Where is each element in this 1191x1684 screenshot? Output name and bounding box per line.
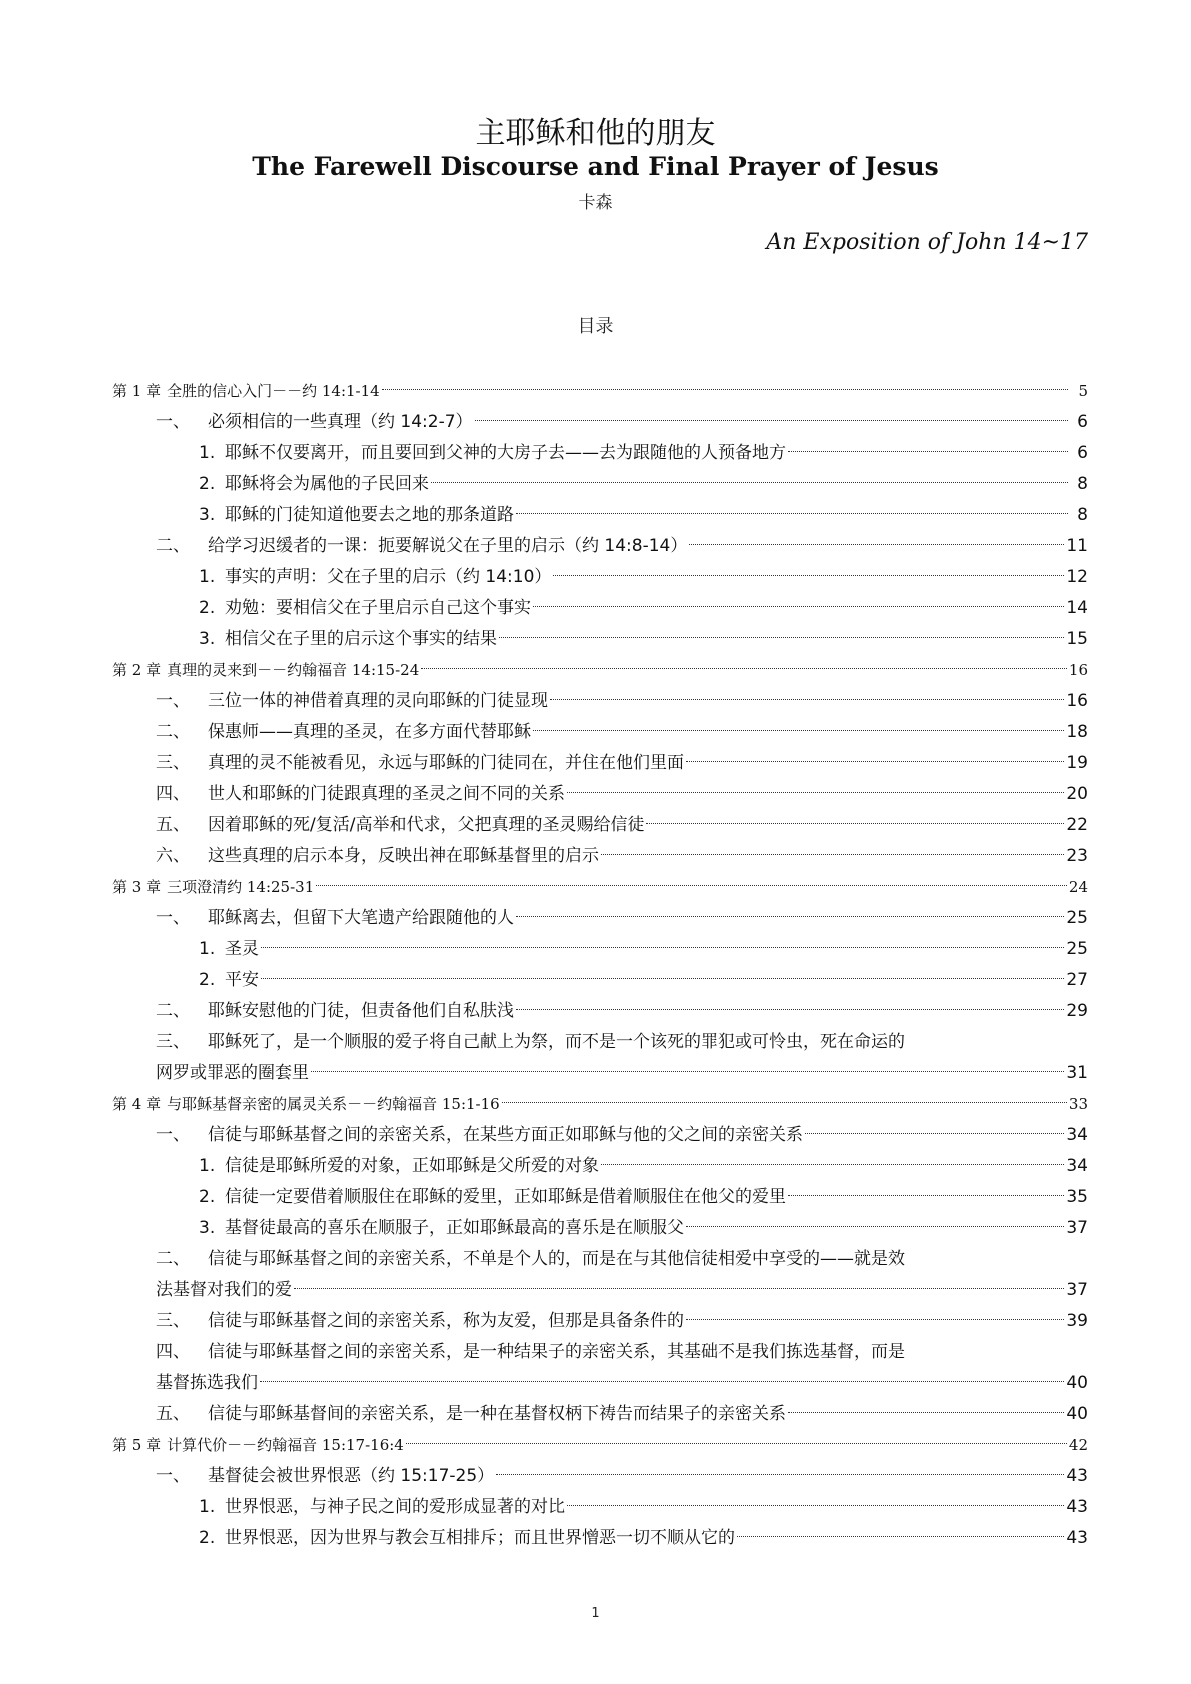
toc-entry-title: 耶稣的门徒知道他要去之地的那条道路	[225, 505, 514, 525]
toc-entry[interactable]	[112, 841, 1088, 872]
toc-entry-number: 第 5 章	[112, 1436, 162, 1454]
toc-dot-leader	[502, 1102, 1067, 1103]
toc-entry[interactable]	[112, 686, 1088, 717]
toc-entry-title: 这些真理的启示本身，反映出神在耶稣基督里的启示	[208, 846, 599, 866]
toc-page-number: 39	[1066, 1311, 1088, 1331]
toc-dot-leader	[475, 420, 1068, 421]
toc-page-number: 18	[1066, 722, 1088, 742]
toc-entry-number: 3.	[199, 1218, 216, 1238]
toc-entry[interactable]	[112, 1492, 1088, 1523]
toc-entry[interactable]	[112, 1244, 1088, 1306]
toc-entry-number: 第 3 章	[112, 878, 162, 896]
toc-chapter-entry[interactable]	[112, 872, 1088, 903]
toc-page-number: 8	[1077, 505, 1088, 525]
toc-entry[interactable]	[112, 1399, 1088, 1430]
toc-entry-title: 耶稣不仅要离开，而且要回到父神的大房子去——去为跟随他的人预备地方	[225, 443, 786, 463]
toc-entry[interactable]	[112, 903, 1088, 934]
toc-page-number: 15	[1066, 629, 1088, 649]
book-title-english: The Farewell Discourse and Final Prayer of Jesus	[252, 152, 939, 181]
toc-page-number: 43	[1066, 1528, 1088, 1548]
toc-page-number: 40	[1066, 1373, 1088, 1393]
toc-entry-title: 计算代价－－约翰福音 15:17-16:4	[167, 1436, 404, 1454]
toc-dot-leader	[646, 823, 1064, 824]
toc-entry-title: 世界恨恶，与神子民之间的爱形成显著的对比	[225, 1497, 565, 1517]
toc-chapter-entry[interactable]	[112, 1430, 1088, 1461]
toc-dot-leader	[788, 1412, 1064, 1413]
toc-dot-leader	[553, 575, 1064, 576]
toc-page-number: 34	[1066, 1156, 1088, 1176]
book-title-chinese: 主耶稣和他的朋友	[475, 116, 716, 151]
toc-page-number: 23	[1066, 846, 1088, 866]
toc-dot-leader	[601, 854, 1064, 855]
toc-entry-title: 信徒与耶稣基督间的亲密关系，是一种在基督权柄下祷告而结果子的亲密关系	[208, 1404, 786, 1424]
toc-entry-title: 信徒与耶稣基督之间的亲密关系，称为友爱，但那是具备条件的	[208, 1311, 684, 1331]
toc-page-number: 43	[1066, 1466, 1088, 1486]
toc-dot-leader	[499, 637, 1064, 638]
toc-dot-leader	[533, 606, 1064, 607]
toc-page-number: 37	[1066, 1218, 1088, 1238]
toc-entry-number: 一、	[156, 691, 190, 711]
toc-entry[interactable]	[112, 531, 1088, 562]
toc-page-number: 12	[1066, 567, 1088, 587]
toc-entry-title: 信徒与耶稣基督之间的亲密关系，是一种结果子的亲密关系，其基础不是我们拣选基督，而是	[208, 1342, 905, 1362]
toc-entry-title: 全胜的信心入门－－约 14:1-14	[167, 382, 380, 400]
toc-page-number: 34	[1066, 1125, 1088, 1145]
toc-entry[interactable]	[112, 748, 1088, 779]
toc-dot-leader	[260, 1381, 1064, 1382]
toc-entry-number: 五、	[156, 815, 190, 835]
toc-entry-number: 第 1 章	[112, 382, 162, 400]
toc-entry-number: 3.	[199, 505, 216, 525]
toc-dot-leader	[788, 451, 1068, 452]
toc-entry-title: 世人和耶稣的门徒跟真理的圣灵之间不同的关系	[208, 784, 565, 804]
toc-entry-title-continued: 网罗或罪恶的圈套里	[156, 1063, 309, 1083]
toc-dot-leader	[421, 668, 1067, 669]
toc-entry-number: 2.	[199, 474, 216, 494]
toc-dot-leader	[431, 482, 1068, 483]
toc-dot-leader	[516, 1009, 1064, 1010]
toc-entry-title: 因着耶稣的死/复活/高举和代求，父把真理的圣灵赐给信徒	[208, 815, 645, 835]
toc-dot-leader	[316, 885, 1067, 886]
toc-dot-leader	[496, 1474, 1064, 1475]
toc-dot-leader	[516, 916, 1064, 917]
toc-dot-leader	[567, 792, 1064, 793]
toc-entry[interactable]	[112, 1213, 1088, 1244]
toc-entry-number: 五、	[156, 1404, 190, 1424]
toc-entry-number: 二、	[156, 1001, 190, 1021]
toc-entry-title-continued: 法基督对我们的爱	[156, 1280, 292, 1300]
toc-chapter-entry[interactable]	[112, 1089, 1088, 1120]
toc-entry-number: 二、	[156, 536, 190, 556]
toc-dot-leader	[737, 1536, 1064, 1537]
toc-entry-title: 耶稣将会为属他的子民回来	[225, 474, 429, 494]
toc-entry-title: 耶稣离去，但留下大笔遗产给跟随他的人	[208, 908, 514, 928]
toc-entry-title: 信徒是耶稣所爱的对象，正如耶稣是父所爱的对象	[225, 1156, 599, 1176]
toc-dot-leader	[382, 389, 1068, 390]
book-subtitle: An Exposition of John 14~17	[766, 230, 1088, 255]
toc-entry[interactable]	[112, 624, 1088, 655]
toc-page-number: 40	[1066, 1404, 1088, 1424]
toc-entry[interactable]	[112, 779, 1088, 810]
toc-dot-leader	[533, 730, 1064, 731]
toc-entry-number: 一、	[156, 412, 190, 432]
toc-entry-title: 信徒与耶稣基督之间的亲密关系，在某些方面正如耶稣与他的父之间的亲密关系	[208, 1125, 803, 1145]
toc-entry-title: 耶稣死了，是一个顺服的爱子将自己献上为祭，而不是一个该死的罪犯或可怜虫，死在命运的	[208, 1032, 905, 1052]
toc-dot-leader	[788, 1195, 1064, 1196]
toc-entry[interactable]	[112, 1523, 1088, 1554]
toc-page-number: 37	[1066, 1280, 1088, 1300]
toc-page-number: 19	[1066, 753, 1088, 773]
toc-entry-number: 一、	[156, 1466, 190, 1486]
toc-entry-number: 第 4 章	[112, 1095, 162, 1113]
toc-page-number: 16	[1068, 661, 1088, 679]
toc-entry[interactable]	[112, 500, 1088, 531]
toc-page-number: 16	[1066, 691, 1088, 711]
toc-entry-number: 四、	[156, 1342, 190, 1362]
author-name: 卡森	[578, 193, 613, 213]
toc-entry-title: 圣灵	[225, 939, 259, 959]
toc-dot-leader	[516, 513, 1068, 514]
toc-entry-number: 第 2 章	[112, 661, 162, 679]
toc-entry-number: 六、	[156, 846, 190, 866]
toc-entry-title: 信徒与耶稣基督之间的亲密关系，不单是个人的，而是在与其他信徒相爱中享受的——就是效	[208, 1249, 905, 1269]
toc-dot-leader	[311, 1071, 1064, 1072]
table-of-contents	[112, 376, 1088, 1554]
toc-entry-number: 一、	[156, 908, 190, 928]
toc-page-number: 14	[1066, 598, 1088, 618]
toc-dot-leader	[805, 1133, 1064, 1134]
toc-page-number: 6	[1077, 443, 1088, 463]
toc-page-number: 6	[1077, 412, 1088, 432]
page-number: 1	[591, 1606, 600, 1621]
toc-dot-leader	[689, 544, 1064, 545]
toc-entry-title: 真理的灵来到－－约翰福音 14:15-24	[167, 661, 420, 679]
toc-entry-title: 事实的声明：父在子里的启示（约 14:10）	[225, 567, 552, 587]
toc-page-number: 22	[1066, 815, 1088, 835]
toc-entry[interactable]	[112, 810, 1088, 841]
toc-entry[interactable]	[112, 996, 1088, 1027]
toc-entry-title: 三位一体的神借着真理的灵向耶稣的门徒显现	[208, 691, 548, 711]
toc-entry-title: 平安	[225, 970, 259, 990]
toc-chapter-entry[interactable]	[112, 376, 1088, 407]
toc-entry-title: 给学习迟缓者的一课：扼要解说父在子里的启示（约 14:8-14）	[208, 536, 688, 556]
toc-entry-title: 耶稣安慰他的门徒，但责备他们自私肤浅	[208, 1001, 514, 1021]
toc-page-number: 31	[1066, 1063, 1088, 1083]
toc-entry-title: 三项澄清约 14:25-31	[167, 878, 315, 896]
toc-dot-leader	[261, 947, 1064, 948]
toc-entry-title: 劝勉：要相信父在子里启示自己这个事实	[225, 598, 531, 618]
toc-entry-title: 相信父在子里的启示这个事实的结果	[225, 629, 497, 649]
toc-entry[interactable]	[112, 1027, 1088, 1089]
toc-entry-number: 二、	[156, 1249, 190, 1269]
toc-entry-number: 2.	[199, 1187, 216, 1207]
toc-entry-number: 2.	[199, 598, 216, 618]
toc-dot-leader	[601, 1164, 1064, 1165]
toc-entry-number: 2.	[199, 970, 216, 990]
toc-entry-number: 四、	[156, 784, 190, 804]
toc-page-number: 8	[1077, 474, 1088, 494]
toc-entry[interactable]	[112, 934, 1088, 965]
toc-entry[interactable]	[112, 1337, 1088, 1399]
toc-page-number: 43	[1066, 1497, 1088, 1517]
toc-entry-number: 3.	[199, 629, 216, 649]
toc-entry-title: 必须相信的一些真理（约 14:2-7）	[208, 412, 473, 432]
toc-entry[interactable]	[112, 717, 1088, 748]
toc-entry[interactable]	[112, 438, 1088, 469]
toc-entry-number: 三、	[156, 1032, 190, 1052]
toc-heading: 目录	[577, 316, 614, 337]
toc-entry-title: 信徒一定要借着顺服住在耶稣的爱里，正如耶稣是借着顺服住在他父的爱里	[225, 1187, 786, 1207]
toc-entry-number: 1.	[199, 567, 216, 587]
toc-entry[interactable]	[112, 1461, 1088, 1492]
toc-entry[interactable]	[112, 593, 1088, 624]
toc-page-number: 33	[1068, 1095, 1088, 1113]
toc-entry[interactable]	[112, 1151, 1088, 1182]
toc-entry-number: 二、	[156, 722, 190, 742]
toc-entry[interactable]	[112, 407, 1088, 438]
toc-entry-title-continued: 基督拣选我们	[156, 1373, 258, 1393]
toc-entry[interactable]	[112, 562, 1088, 593]
toc-entry-title: 基督徒会被世界恨恶（约 15:17-25）	[208, 1466, 495, 1486]
toc-entry-title: 与耶稣基督亲密的属灵关系－－约翰福音 15:1-16	[167, 1095, 500, 1113]
toc-page-number: 42	[1068, 1436, 1088, 1454]
toc-page-number: 11	[1066, 536, 1088, 556]
toc-entry-number: 1.	[199, 443, 216, 463]
toc-dot-leader	[686, 1319, 1064, 1320]
toc-entry-number: 1.	[199, 939, 216, 959]
toc-page-number: 25	[1066, 939, 1088, 959]
toc-page-number: 20	[1066, 784, 1088, 804]
toc-entry[interactable]	[112, 965, 1088, 996]
toc-dot-leader	[294, 1288, 1064, 1289]
toc-entry[interactable]	[112, 1120, 1088, 1151]
toc-page-number: 29	[1066, 1001, 1088, 1021]
toc-entry-title: 世界恨恶，因为世界与教会互相排斥；而且世界憎恶一切不顺从它的	[225, 1528, 735, 1548]
toc-entry-number: 1.	[199, 1497, 216, 1517]
toc-dot-leader	[686, 1226, 1064, 1227]
toc-dot-leader	[567, 1505, 1064, 1506]
toc-dot-leader	[550, 699, 1064, 700]
toc-dot-leader	[406, 1443, 1067, 1444]
toc-entry[interactable]	[112, 469, 1088, 500]
toc-page-number: 24	[1068, 878, 1088, 896]
toc-entry-number: 1.	[199, 1156, 216, 1176]
toc-entry-number: 2.	[199, 1528, 216, 1548]
toc-entry-number: 一、	[156, 1125, 190, 1145]
toc-dot-leader	[261, 978, 1064, 979]
toc-page-number: 27	[1066, 970, 1088, 990]
toc-page-number: 25	[1066, 908, 1088, 928]
toc-entry-title: 真理的灵不能被看见，永远与耶稣的门徒同在，并住在他们里面	[208, 753, 684, 773]
toc-page-number: 35	[1066, 1187, 1088, 1207]
toc-page-number: 5	[1078, 382, 1088, 400]
toc-entry-number: 三、	[156, 753, 190, 773]
toc-entry[interactable]	[112, 1182, 1088, 1213]
toc-entry-number: 三、	[156, 1311, 190, 1331]
toc-entry-title: 保惠师——真理的圣灵，在多方面代替耶稣	[208, 722, 531, 742]
toc-dot-leader	[686, 761, 1064, 762]
toc-entry[interactable]	[112, 1306, 1088, 1337]
toc-chapter-entry[interactable]	[112, 655, 1088, 686]
toc-entry-title: 基督徒最高的喜乐在顺服子，正如耶稣最高的喜乐是在顺服父	[225, 1218, 684, 1238]
